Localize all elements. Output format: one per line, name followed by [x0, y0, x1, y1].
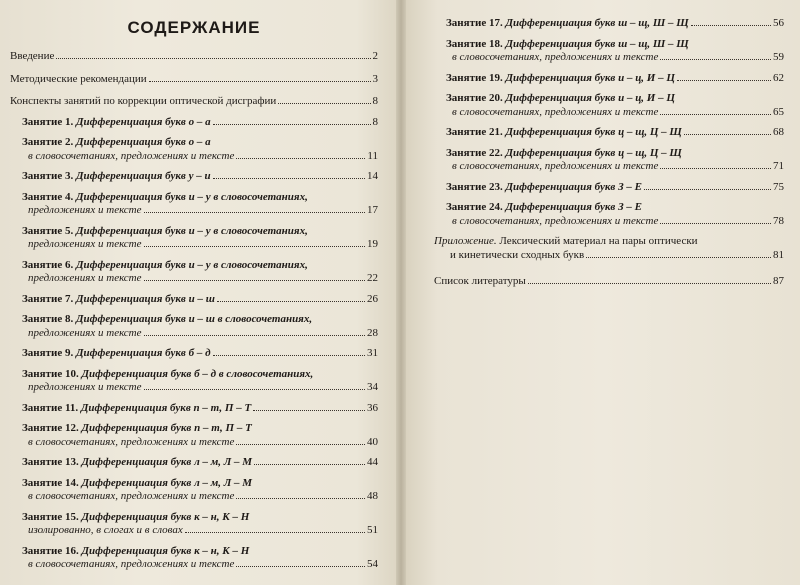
top-entries	[10, 50, 378, 109]
lesson-line1	[22, 191, 378, 205]
lesson-label: Занятие 1.	[22, 115, 74, 128]
toc-entry-introduction[interactable]	[10, 50, 378, 64]
entry-page: 51	[367, 524, 378, 536]
entry-page: 3	[372, 72, 378, 85]
entry-page: 17	[367, 204, 378, 216]
lesson-title: Дифференциация букв б – д	[75, 347, 211, 359]
toc-entry-lesson[interactable]	[10, 347, 378, 361]
lesson-title: Дифференциация букв у – и	[75, 170, 211, 182]
lesson-subtitle: предложениях и тексте	[28, 326, 142, 339]
dot-leader	[236, 444, 365, 445]
toc-entry-appendix[interactable]	[434, 235, 784, 262]
dot-leader	[144, 212, 365, 213]
lesson-line2	[22, 327, 378, 341]
appendix-label: Приложение.	[434, 235, 497, 247]
lesson-label: Занятие 3.	[22, 170, 74, 182]
lesson-label: Занятие 6.	[22, 258, 74, 271]
toc-entry-lesson[interactable]	[10, 511, 378, 538]
toc-entry-lesson[interactable]	[10, 259, 378, 286]
lesson-title: Дифференциация букв и – ц, И – Ц	[505, 92, 675, 104]
entry-page: 40	[367, 435, 378, 448]
lesson-line2	[22, 490, 378, 504]
lesson-label: Занятие 20.	[446, 92, 503, 104]
appendix-subtitle: и кинетически сходных букв	[450, 248, 585, 261]
dot-leader	[217, 301, 365, 302]
lesson-title: Дифференциация букв л – м, Л – М	[81, 476, 253, 489]
lesson-title: Дифференциация букв и – у в словосочетаниях,	[75, 190, 308, 203]
lesson-line1	[446, 17, 784, 31]
entry-page: 2	[372, 50, 378, 62]
lesson-list-left	[10, 116, 378, 572]
dot-leader	[660, 168, 771, 169]
lesson-line2	[22, 436, 378, 450]
lesson-title: Дифференциация букв ш – щ, Ш – Щ	[505, 37, 689, 50]
lesson-line1	[22, 477, 378, 491]
lesson-line1	[446, 201, 784, 215]
appendix-title: Лексический материал на пары оптически	[499, 235, 698, 247]
lesson-list-right	[434, 17, 784, 228]
lesson-title: Дифференциация букв и – у в словосочетаниях,	[75, 258, 308, 271]
dot-leader	[684, 134, 771, 135]
dot-leader	[213, 355, 365, 356]
toc-entry-lesson[interactable]	[434, 201, 784, 228]
lesson-subtitle: в словосочетаниях, предложениях и тексте	[28, 490, 235, 502]
dot-leader	[144, 280, 365, 281]
lesson-line2	[446, 106, 784, 120]
lesson-line1	[22, 422, 378, 436]
lesson-label: Занятие 11.	[22, 401, 79, 414]
lesson-line1	[446, 147, 784, 161]
lesson-title: Дифференциация букв и – ц, И – Ц	[505, 71, 675, 84]
entry-title: Методические рекомендации	[10, 72, 147, 85]
lesson-line2	[22, 204, 378, 218]
entry-page: 8	[372, 115, 378, 128]
lesson-label: Занятие 10.	[22, 367, 79, 380]
lesson-label: Занятие 2.	[22, 136, 74, 148]
lesson-line1	[446, 181, 784, 195]
lesson-line2	[446, 160, 784, 174]
lesson-label: Занятие 12.	[22, 422, 79, 434]
entry-page: 34	[367, 381, 378, 393]
lesson-line1	[22, 225, 378, 239]
dot-leader	[644, 189, 771, 190]
lesson-label: Занятие 7.	[22, 292, 74, 305]
lesson-title: Дифференциация букв и – ш в словосочетаниях,	[75, 313, 313, 325]
lesson-subtitle: предложениях и тексте	[28, 272, 142, 284]
dot-leader	[149, 81, 371, 82]
dot-leader	[144, 335, 365, 336]
lesson-line2	[22, 150, 378, 164]
lesson-title: Дифференциация букв л – м, Л – М	[81, 456, 253, 468]
toc-entry-references[interactable]	[434, 275, 784, 289]
lesson-line1	[22, 347, 378, 361]
lesson-title: Дифференциация букв ш – щ, Ш – Щ	[505, 17, 689, 29]
lesson-line1	[446, 38, 784, 52]
dot-leader	[278, 103, 370, 104]
dot-leader	[586, 257, 771, 258]
toc-entry-lesson[interactable]	[10, 456, 378, 470]
lesson-title: Дифференциация букв о – а	[75, 115, 211, 128]
lesson-label: Занятие 23.	[446, 180, 503, 193]
lesson-line1	[22, 116, 378, 130]
lesson-subtitle: в словосочетаниях, предложениях и тексте	[452, 51, 659, 63]
lesson-title: Дифференциация букв ц – щ, Ц – Щ	[505, 126, 682, 138]
entry-page: 75	[773, 180, 784, 193]
entry-page: 14	[367, 170, 378, 182]
dot-leader	[660, 223, 771, 224]
entry-page: 78	[773, 214, 784, 227]
lesson-title: Дифференциация букв к – н, К – Н	[81, 544, 250, 557]
toc-entry-lesson[interactable]	[10, 422, 378, 449]
dot-leader	[236, 498, 365, 499]
lesson-label: Занятие 18.	[446, 37, 503, 50]
lesson-line1	[22, 511, 378, 525]
toc-entry-methodology[interactable]	[10, 73, 378, 87]
lesson-label: Занятие 17.	[446, 17, 503, 29]
lesson-line1	[22, 170, 378, 184]
entry-title: Введение	[10, 50, 55, 62]
entry-page: 36	[367, 401, 378, 414]
dot-leader	[660, 59, 771, 60]
appendix-line1	[434, 235, 784, 249]
lesson-subtitle: в словосочетаниях, предложениях и тексте	[452, 105, 659, 118]
lesson-label: Занятие 16.	[22, 544, 79, 557]
toc-entry-lesson[interactable]	[434, 17, 784, 31]
dot-leader	[213, 124, 371, 125]
left-page	[0, 0, 396, 585]
entry-title: Список литературы	[434, 275, 526, 287]
entry-page: 48	[367, 490, 378, 502]
dot-leader	[213, 178, 365, 179]
lesson-label: Занятие 8.	[22, 313, 74, 325]
dot-leader	[236, 158, 365, 159]
toc-entry-lesson[interactable]	[10, 170, 378, 184]
lesson-label: Занятие 4.	[22, 190, 74, 203]
lesson-subtitle: предложениях и тексте	[28, 381, 142, 393]
lesson-line2	[22, 524, 378, 538]
toc-entry-lesson[interactable]	[434, 147, 784, 174]
lesson-line1	[22, 368, 378, 382]
dot-leader	[236, 566, 365, 567]
lesson-title: Дифференциация букв п – т, П – Т	[81, 422, 252, 434]
toc-entry-lesson[interactable]	[10, 402, 378, 416]
book-gutter	[396, 0, 406, 585]
entry-page: 62	[773, 71, 784, 84]
toc-entry-lesson[interactable]	[434, 126, 784, 140]
toc-entry-lesson[interactable]	[10, 368, 378, 395]
lesson-line2	[22, 381, 378, 395]
lesson-label: Занятие 14.	[22, 476, 79, 489]
entry-title: Конспекты занятий по коррекции оптической дисграфии	[10, 95, 277, 107]
lesson-line1	[446, 92, 784, 106]
lesson-title: Дифференциация букв п – т, П – Т	[80, 401, 252, 414]
entry-page: 22	[367, 272, 378, 284]
lesson-title: Дифференциация букв ц – щ, Ц – Щ	[505, 146, 682, 159]
entry-page: 68	[773, 126, 784, 138]
dot-leader	[677, 80, 771, 81]
lesson-line1	[22, 402, 378, 416]
entry-page: 59	[773, 51, 784, 63]
lesson-label: Занятие 5.	[22, 224, 74, 237]
lesson-line1	[22, 313, 378, 327]
entry-page: 65	[773, 105, 784, 118]
toc-entry-lesson[interactable]	[10, 191, 378, 218]
lesson-line2	[446, 215, 784, 229]
lesson-subtitle: в словосочетаниях, предложениях и тексте	[452, 214, 659, 227]
lesson-label: Занятие 19.	[446, 71, 503, 84]
lesson-line1	[22, 293, 378, 307]
lesson-subtitle: в словосочетаниях, предложениях и тексте	[452, 160, 659, 172]
toc-entry-lesson[interactable]	[434, 72, 784, 86]
entry-page: 28	[367, 326, 378, 339]
entry-page: 31	[367, 347, 378, 359]
lesson-label: Занятие 22.	[446, 146, 503, 159]
entry-page: 54	[367, 558, 378, 570]
entry-page: 71	[773, 160, 784, 172]
lesson-subtitle: в словосочетаниях, предложениях и тексте	[28, 558, 235, 570]
lesson-label: Занятие 13.	[22, 456, 79, 468]
page-title: СОДЕРЖАНИЕ	[127, 18, 261, 37]
toc-entry-lesson[interactable]	[10, 225, 378, 252]
toc-entry-lesson[interactable]	[10, 116, 378, 130]
lesson-label: Занятие 24.	[446, 201, 503, 213]
toc-entry-lesson[interactable]	[10, 136, 378, 163]
entry-page: 44	[367, 456, 378, 468]
dot-leader	[660, 114, 771, 115]
toc-entry-lesson[interactable]	[10, 293, 378, 307]
dot-leader	[691, 25, 771, 26]
entry-page: 81	[773, 248, 784, 261]
lesson-subtitle: предложениях и тексте	[28, 238, 142, 250]
toc-entry-lesson-notes[interactable]	[10, 95, 378, 109]
lesson-line2	[22, 238, 378, 252]
dot-leader	[144, 246, 365, 247]
toc-entry-lesson[interactable]	[10, 313, 378, 340]
lesson-label: Занятие 21.	[446, 126, 503, 138]
lesson-line2	[22, 558, 378, 572]
entry-page: 26	[367, 292, 378, 305]
dot-leader	[528, 283, 771, 284]
toc-entry-lesson[interactable]	[434, 38, 784, 65]
lesson-line2	[22, 272, 378, 286]
lesson-subtitle: в словосочетаниях, предложениях и тексте	[28, 435, 235, 448]
toc-entry-lesson[interactable]	[10, 477, 378, 504]
lesson-title: Дифференциация букв о – а	[75, 136, 211, 148]
lesson-line1	[446, 72, 784, 86]
lesson-line1	[22, 259, 378, 273]
lesson-subtitle: изолированно, в слогах и в словах	[28, 524, 183, 536]
right-page	[406, 0, 800, 585]
lesson-title: Дифференциация букв и – у в словосочетаниях,	[75, 224, 308, 237]
toc-entry-lesson[interactable]	[434, 92, 784, 119]
lesson-title: Дифференциация букв к – н, К – Н	[81, 510, 250, 523]
lesson-title: Дифференциация букв б – д в словосочетаниях,	[81, 367, 314, 380]
lesson-label: Занятие 15.	[22, 510, 79, 523]
dot-leader	[185, 532, 365, 533]
lesson-subtitle: в словосочетаниях, предложениях и тексте	[28, 149, 235, 162]
lesson-line2	[446, 51, 784, 65]
lesson-title: Дифференциация букв З – Е	[505, 180, 643, 193]
lesson-line1	[22, 456, 378, 470]
entry-page: 56	[773, 17, 784, 29]
dot-leader	[56, 58, 370, 59]
lesson-label: Занятие 9.	[22, 347, 74, 359]
lesson-line1	[22, 545, 378, 559]
entry-page: 8	[372, 95, 378, 107]
toc-entry-lesson[interactable]	[434, 181, 784, 195]
dot-leader	[144, 389, 365, 390]
lesson-line1	[446, 126, 784, 140]
entry-page: 11	[367, 149, 378, 162]
toc-entry-lesson[interactable]	[10, 545, 378, 572]
lesson-line1	[22, 136, 378, 150]
entry-page: 87	[773, 275, 784, 287]
lesson-title: Дифференциация букв З – Е	[505, 201, 643, 213]
entry-page: 19	[367, 238, 378, 250]
appendix-line2	[434, 249, 784, 263]
lesson-title: Дифференциация букв и – ш	[75, 292, 215, 305]
dot-leader	[253, 410, 365, 411]
lesson-subtitle: предложениях и тексте	[28, 204, 142, 216]
dot-leader	[254, 464, 365, 465]
